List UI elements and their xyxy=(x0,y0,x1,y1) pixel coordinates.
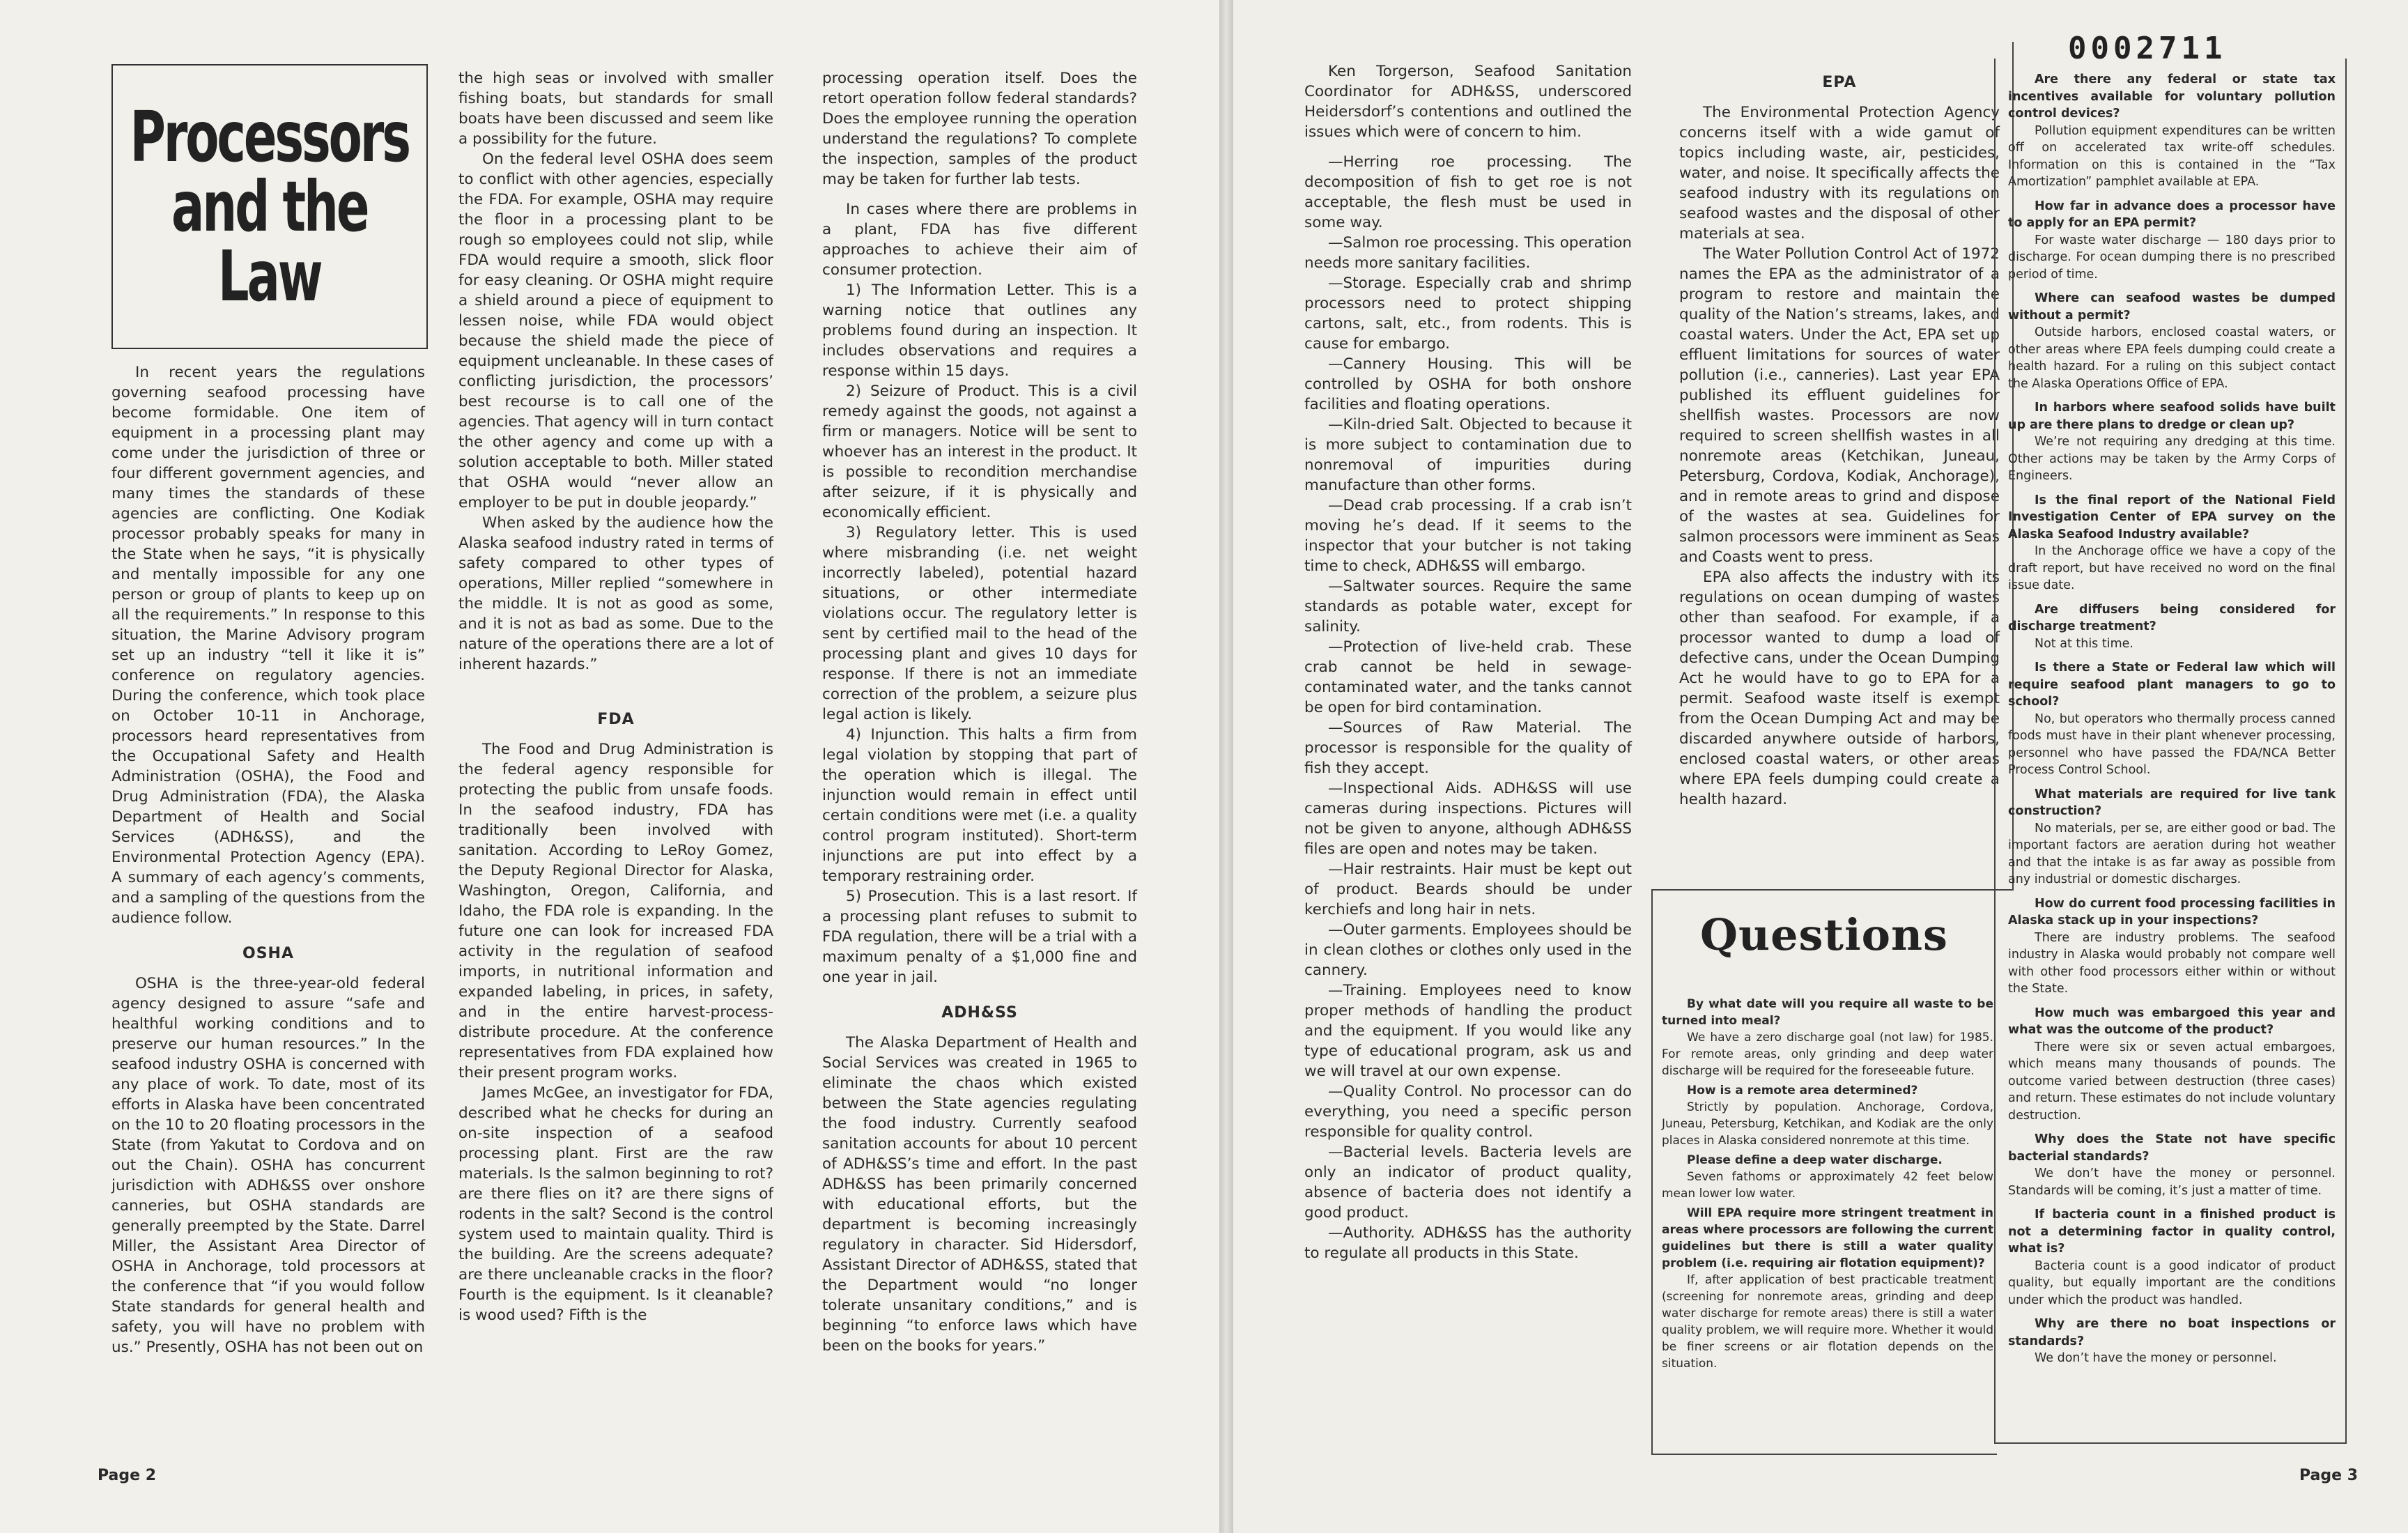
issue-item: —Hair restraints. Hair must be kept out of product. Beards should be under kerchiefs and long hair in nets. xyxy=(1304,861,1632,918)
faq-question: How much was embargoed this year and what was the outcome of the product? xyxy=(2008,1006,2336,1037)
issue-item: —Dead crab processing. If a crab isn’t moving he’s dead. If it seems to the inspector that your butcher is not taking time to check, ADH&SS will embargo. xyxy=(1304,497,1632,575)
issue-item: —Quality Control. No processor can do everything, you need a specific person responsible for quality control. xyxy=(1304,1083,1632,1141)
faq-answer: Outside harbors, enclosed coastal waters, or other areas where EPA feels dumping could create a health hazard. For a ruling on this subject contact the Alaska Operations Office of EPA. xyxy=(2008,325,2336,391)
column-2-paragraph: When asked by the audience how the Alaska seafood industry rated in terms of safety compared to other types of operations, Miller replied “somewhere in the middle. It is not as good as some, and it is not as bad as some. Due to the nature of the operations there are a lot of inherent hazards.” xyxy=(458,514,773,673)
issue-item: —Cannery Housing. This will be controlled by OSHA for both onshore facilities and floating operations. xyxy=(1304,355,1632,413)
article-title: Processors and the Law xyxy=(130,95,410,317)
faq-answer: We don’t have the money or personnel. xyxy=(2035,1351,2277,1365)
issue-item: —Inspectional Aids. ADH&SS will use cameras during inspections. Pictures will not be given to anyone, although ADH&SS files are open and notes may be taken. xyxy=(1304,780,1632,858)
epa-paragraph: The Water Pollution Control Act of 1972 names the EPA as the administrator of a program to restore and maintain the quality of the Nation’s streams, lakes, and coastal waters. Under the Act, EPA set up effluent limitations for sources of water pollution (i.e., canneries). Last year EPA published its effluent guidelines for shellfish wastes. Processors are now required to screen shellfish wastes in all nonremote areas (Ketchikan, Juneau, Petersburg, Cordova, Kodiak, Anchorage), and in remote areas to grind and dispose of the wastes at sea. Guidelines for salmon processors were imminent as Seas and Coasts went to press. xyxy=(1679,245,2000,566)
faq-question: Why are there no boat inspections or standards? xyxy=(2008,1317,2336,1348)
column-1 xyxy=(111,362,425,1357)
questions-title: Questions xyxy=(1700,909,1948,960)
question: How is a remote area determined? xyxy=(1687,1084,1918,1097)
issue-item: —Herring roe processing. The decomposition of fish to get roe is not acceptable, the flesh must be used in some way. xyxy=(1304,153,1632,231)
epa-heading: EPA xyxy=(1822,74,1857,91)
column-4 xyxy=(1304,61,1632,1263)
page-number-left: Page 2 xyxy=(98,1467,157,1484)
column-2 xyxy=(458,68,773,1325)
faq-question: Is there a State or Federal law which will require seafood plant managers to go to school? xyxy=(2008,661,2336,709)
issue-item: —Authority. ADH&SS has the authority to regulate all products in this State. xyxy=(1304,1224,1632,1262)
column-2-paragraph: James McGee, an investigator for FDA, described what he checks for during an on-site inspection of a seafood processing plant. First are the raw materials. Is the salmon beginning to rot? are there flies on it? are there signs of rodents in the salt? Second is the control system used to maintain quality. Third is the building. Are the screens adequate? are there uncleanable cracks in the floor? Fourth is the equipment. Is it cleanable? is wood used? Fifth is the xyxy=(458,1084,773,1324)
column-3-paragraph: 2) Seizure of Product. This is a civil remedy against the goods, not against a firm or managers. Notice will be sent to whoever has an interest in the product. It is possible to recondition merchandise after seizure, if it is physically and economically efficient. xyxy=(822,383,1137,521)
archive-stamp: 0002711 xyxy=(2068,31,2227,66)
faq-answer: Pollution equipment expenditures can be written off on accelerated tax write-off schedules. Information on this is contained in the “Tax Amortization” pamphlet available at EPA. xyxy=(2008,123,2336,189)
column-2-paragraph: the high seas or involved with smaller fishing boats, but standards for small boats have been discussed and seem like a possibility for the future. xyxy=(458,70,773,148)
column-3-paragraph: 1) The Information Letter. This is a warning notice that outlines any problems found during an inspection. It includes observations and requires a response within 15 days. xyxy=(822,282,1137,380)
faq-question: Why does the State not have specific bacterial standards? xyxy=(2008,1132,2336,1164)
column-5 xyxy=(1679,72,2000,810)
faq-question: Are diffusers being considered for discharge treatment? xyxy=(2008,602,2336,633)
faq-question: How do current food processing facilities in Alaska stack up in your inspections? xyxy=(2008,896,2336,927)
issue-item: —Kiln-dried Salt. Objected to because it is more subject to contamination due to nonremoval of impurities during manufacture than other forms. xyxy=(1304,416,1632,494)
issue-item: —Outer garments. Employees should be in clean clothes or clothes only used in the cannery. xyxy=(1304,921,1632,979)
column-3-paragraph: 3) Regulatory letter. This is used where misbranding (i.e. net weight incorrectly labeled), potential hazard situations, or other intermediate violations occur. The regulatory letter is sent by certified mail to the head of the processing plant and gives 10 days for response. If there is not an immediate correction of the problem, a seizure plus legal action is likely. xyxy=(822,524,1137,723)
issue-item: —Bacterial levels. Bacteria levels are only an indicator of product quality, absence of bacteria does not identify a good product. xyxy=(1304,1143,1632,1222)
faq-question: Is the final report of the National Field Investigation Center of EPA survey on the Alaska Seafood Industry available? xyxy=(2008,493,2336,541)
issue-item: —Sources of Raw Material. The processor is responsible for the quality of fish they accept. xyxy=(1304,719,1632,777)
intro-paragraph: In recent years the regulations governing seafood processing have become formidable. One item of equipment in a processing plant may come under the jurisdiction of three or four different government agencies, and many times the standards of these agencies are conflicting. One Kodiak processor probably speaks for many in the State when he says, “it is physically and mentally impossible for any one person or group of plants to keep up on all the requirements.” In response to this situation, the Marine Advisory program set up an industry “tell it like it is” conference on regulatory agencies. During the conference, which took place on October 10-11 in Anchorage, processors heard representatives from the Occupational Safety and Health Administration (OSHA), the Food and Drug Administration (FDA), the Alaska Department of Health and Social Services (ADH&SS), and the Environmental Protection Agency (EPA). A summary of each agency’s comments, and a sampling of the questions from the audience follow. xyxy=(111,364,425,927)
questions-column xyxy=(1662,993,1993,1372)
title-box xyxy=(111,64,428,349)
osha-paragraph: OSHA is the three-year-old federal agency designed to assure “safe and healthful working conditions and to preserve our human resources.” In the seafood industry OSHA is concerned with any place of work. To date, most of its efforts in Alaska have been concentrated on the 10 to 20 floating processors in the State (from Yakutat to Cordova and on out the Chain). OSHA has concurrent jurisdiction with ADH&SS over onshore canneries, but OSHA standards are generally preempted by the State. Darrel Miller, the Assistant Area Director of OSHA in Anchorage, told processors at the conference that “if you would follow State standards for general health and safety, you will have no problem with us.” Presently, OSHA has not been out on xyxy=(111,975,425,1356)
column-2-paragraph: The Food and Drug Administration is the federal agency responsible for protecting the public from unsafe foods. In the seafood industry, FDA has traditionally been involved with sanitation. According to LeRoy Gomez, the Deputy Regional Director for Alaska, Washington, Oregon, California, and Idaho, the FDA role is expanding. In the future one can look for increased FDA activity in the regulation of seafood imports, in nutritional information and expanded labeling, in prices, in safety, and in the entire harvest-process-distribute procedure. At the conference representatives from FDA explained how their present program works. xyxy=(458,741,773,1081)
column-3-paragraph: 5) Prosecution. This is a last resort. If a processing plant refuses to submit to FDA regulation, there will be a trial with a maximum penalty of a $1,000 fine and one year in jail. xyxy=(822,888,1137,986)
fda-heading: FDA xyxy=(597,711,635,728)
faq-question: Are there any federal or state tax incentives available for voluntary pollution control devices? xyxy=(2008,72,2336,121)
question: Will EPA require more stringent treatment in areas where processors are following the current guidelines but there is still a water quality problem (i.e. requiring air flotation equipment)? xyxy=(1662,1206,1993,1270)
faq-answer: We’re not requiring any dredging at this time. Other actions may be taken by the Army Corps of Engineers. xyxy=(2008,435,2336,483)
question: Please define a deep water discharge. xyxy=(1687,1153,1943,1167)
column-4-paragraph: Ken Torgerson, Seafood Sanitation Coordinator for ADH&SS, underscored Heidersdorf’s contentions and outlined the issues which were of concern to him. xyxy=(1304,63,1632,141)
answer: Seven fathoms or approximately 42 feet below mean lower low water. xyxy=(1662,1170,1993,1201)
adhss-heading: ADH&SS xyxy=(941,1004,1018,1022)
issue-item: —Training. Employees need to know proper methods of handling the product and the equipment. If you would like any type of educational program, ask us and we will travel at our own expense. xyxy=(1304,982,1632,1080)
faq-answer: We don’t have the money or personnel. Standards will be coming, it’s just a matter of time. xyxy=(2008,1166,2336,1198)
faq-box xyxy=(1994,59,2347,1444)
faq-question: Where can seafood wastes be dumped without a permit? xyxy=(2008,291,2336,323)
faq-answer: Bacteria count is a good indicator of product quality, but equally important are the conditions under which the product was handled. xyxy=(2008,1258,2336,1307)
faq-answer: There were six or seven actual embargoes, which means many thousands of pounds. The outcome varied between destruction (three cases) and return. These estimates do not include voluntary destruction. xyxy=(2008,1040,2336,1123)
issue-item: —Salmon roe processing. This operation needs more sanitary facilities. xyxy=(1304,234,1632,272)
column-2-paragraph: On the federal level OSHA does seem to conflict with other agencies, especially the FDA. For example, OSHA may require the floor in a processing plant to be rough so employees could not slip, while FDA would require a smooth, slick floor for easy cleaning. Or OSHA might require a shield around a piece of equipment to lessen noise, while FDA would object because the shield made the piece of equipment uncleanable. In these cases of conflicting jurisdiction, the processors’ best recourse is to call one of the agencies. That agency will in turn contact the other agency and come up with a solution acceptable to both. Miller stated that OSHA would “never allow an employer to be put in double jeopardy.” xyxy=(458,151,773,511)
faq-answer: In the Anchorage office we have a copy of the draft report, but have received no word on the final issue date. xyxy=(2008,544,2336,592)
question: By what date will you require all waste to be turned into meal? xyxy=(1662,997,1993,1028)
faq-answer: For waste water discharge — 180 days prior to discharge. For ocean dumping there is no prescribed period of time. xyxy=(2008,233,2336,282)
faq-answer: Not at this time. xyxy=(2035,636,2133,651)
answer: We have a zero discharge goal (not law) for 1985. For remote areas, only grinding and deep water discharge will be required for the foreseeable future. xyxy=(1662,1031,1993,1078)
faq-question: In harbors where seafood solids have built up are there plans to dredge or clean up? xyxy=(2008,401,2336,432)
page-number-right: Page 3 xyxy=(2299,1467,2359,1484)
issue-item: —Saltwater sources. Require the same standards as potable water, except for salinity. xyxy=(1304,578,1632,635)
faq-question: If bacteria count in a finished product is not a determining factor in quality control, what is? xyxy=(2008,1208,2336,1256)
epa-paragraph: The Environmental Protection Agency concerns itself with a wide gamut of topics including waste, air, pesticides, water, and noise. It specifically affects the seafood industry with its regulations on seafood wastes and the disposal of other materials at sea. xyxy=(1679,104,2000,242)
column-3-paragraph: 4) Injunction. This halts a firm from legal violation by stopping that part of the operation which is illegal. The injunction would remain in effect until certain conditions were met (i.e. a quality control program instituted). Short-term injunctions are put into effect by a temporary restraining order. xyxy=(822,726,1137,885)
column-3-paragraph: The Alaska Department of Health and Social Services was created in 1965 to eliminate the chaos which existed between the State agencies regulating the food industry. Currently seafood sanitation accounts for about 10 percent of ADH&SS’s time and effort. In the past ADH&SS has been primarily concerned with educational efforts, but the department is becoming increasingly regulatory in character. Sid Hidersdorf, Assistant Director of ADH&SS, stated that the Department would “no longer tolerate unsanitary conditions,” and is beginning “to enforce laws which have been on the books for years.” xyxy=(822,1034,1137,1355)
issue-item: —Storage. Especially crab and shrimp processors need to protect shipping cartons, salt, etc., from rodents. This is cause for embargo. xyxy=(1304,275,1632,353)
epa-paragraph: EPA also affects the industry with its regulations on ocean dumping of wastes other than seafood. For example, if a processor wanted to dump a load of defective cans, under the Ocean Dumping Act he would have to go to EPA for a permit. Seafood waste itself is exempt from the Ocean Dumping Act and may be discarded anywhere outside of harbors, enclosed coastal waters, or other areas where EPA feels dumping could create a health hazard. xyxy=(1679,569,2000,808)
column-3-paragraph: In cases where there are problems in a plant, FDA has five different approaches to achieve their aim of consumer protection. xyxy=(822,201,1137,279)
faq-answer: No, but operators who thermally process canned foods must have in their plant whenever processing, personnel who have passed the FDA/NCA Better Process Control School. xyxy=(2008,711,2336,777)
faq-answer: No materials, per se, are either good or bad. The important factors are aeration during hot weather and that the intake is as far away as possible from any industrial or domestic discharges. xyxy=(2008,821,2336,886)
answer: Strictly by population. Anchorage, Cordova, Juneau, Petersburg, Ketchikan, and Kodiak are the only places in Alaska considered nonremote at this time. xyxy=(1662,1100,1993,1148)
osha-heading: OSHA xyxy=(242,945,294,962)
column-3 xyxy=(822,68,1137,1356)
faq-question: How far in advance does a processor have to apply for an EPA permit? xyxy=(2008,199,2336,230)
faq-answer: There are industry problems. The seafood industry in Alaska would probably not compare well with other food processors either within or without the State. xyxy=(2008,930,2336,996)
center-gutter xyxy=(1219,0,1233,1533)
issue-item: —Protection of live-held crab. These crab cannot be held in sewage-contaminated water, and the tanks cannot be open for bird contamination. xyxy=(1304,638,1632,716)
faq-question: What materials are required for live tank construction? xyxy=(2008,787,2336,818)
column-3-paragraph: processing operation itself. Does the retort operation follow federal standards? Does the employee running the operation understand the regulations? To complete the inspection, samples of the product may be taken for further lab tests. xyxy=(822,70,1137,188)
answer: If, after application of best practicable treatment (screening for nonremote areas, grinding and deep water discharge for remote areas) there is still a water quality problem, we will require more. Whether it would be finer screens or air flotation depends on the situation. xyxy=(1662,1273,1993,1371)
